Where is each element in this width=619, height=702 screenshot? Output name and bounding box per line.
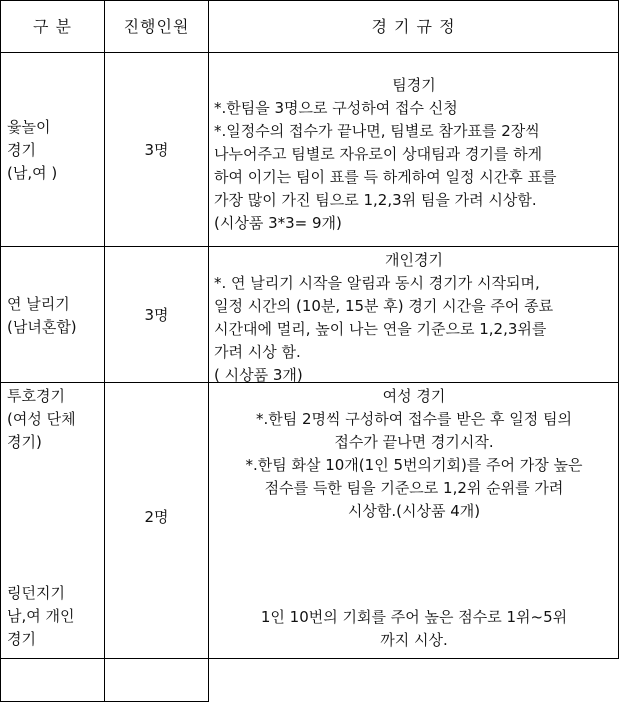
rule-line: 가장 많이 가진 팀으로 1,2,3위 팀을 가려 시상함. (214, 191, 537, 209)
category-line: 연 날리기 (7, 295, 70, 313)
category-line: 투호경기 (7, 387, 65, 405)
category-line: (남녀혼합) (7, 318, 77, 336)
rule-line: (시상품 3*3= 9개) (214, 214, 342, 232)
header-rules (209, 1, 618, 52)
row-2-participants (105, 304, 208, 327)
header-participants-text: 진행인원 (123, 17, 190, 36)
rule-title: 팀경기 (392, 76, 436, 94)
rule-line: *.일정수의 접수가 끝나면, 팀별로 참가표를 2장씩 (214, 122, 540, 140)
header-category-text: 구 분 (33, 17, 72, 36)
participants-count: 3명 (144, 306, 169, 324)
rule-line: *. 연 날리기 시작을 알림과 동시 경기가 시작되며, (214, 274, 540, 292)
rule-line: *.한팀 화살 10개(1인 5번의기회)를 주어 가장 높은 (245, 456, 583, 474)
rule-line: 점수를 득한 팀을 기준으로 1,2위 순위를 가려 (264, 479, 564, 497)
category-line: 경기 (7, 630, 36, 648)
participants-count: 3명 (144, 141, 169, 159)
column-divider (208, 0, 209, 702)
rule-line: 시간대에 멀리, 높이 나는 연을 기준으로 1,2,3위를 (214, 320, 547, 338)
rule-title: 개인경기 (385, 251, 443, 269)
row-2-category (7, 293, 103, 339)
participants-count: 2명 (144, 508, 169, 526)
rule-line: ( 시상품 3개) (214, 366, 303, 384)
table-border-left (0, 0, 1, 702)
row-divider (0, 658, 619, 659)
row-3-rules-2 (214, 606, 614, 652)
category-line: 경기) (7, 433, 42, 451)
row-3-participants (105, 506, 208, 529)
header-divider (0, 52, 619, 53)
rule-line: 까지 시상. (380, 631, 448, 649)
row-1-participants (105, 139, 208, 162)
header-category (1, 1, 104, 52)
row-divider (0, 246, 619, 247)
header-participants (105, 1, 208, 52)
category-line: 경기 (7, 141, 36, 159)
category-line: 남,여 개인 (7, 607, 75, 625)
rule-line: 나누어주고 팀별로 자유로이 상대팀과 경기를 하게 (214, 145, 543, 163)
rule-line: 일정 시간의 (10분, 15분 후) 경기 시간을 주어 종료 (214, 297, 554, 315)
row-3-category-2 (7, 582, 103, 651)
row-3-category (7, 385, 103, 454)
category-line: 윷놀이 (7, 118, 51, 136)
category-line: (여성 단체 (7, 410, 76, 428)
rule-line: 1인 10번의 기회를 주어 높은 점수로 1위~5위 (260, 608, 568, 626)
header-rules-text: 경 기 규 정 (371, 17, 456, 36)
row-1-rules (214, 74, 614, 235)
rule-line: 접수가 끝나면 경기시작. (334, 433, 494, 451)
category-line: 링던지기 (7, 584, 65, 602)
category-line: (남,여 ) (7, 164, 58, 182)
rule-line: 가려 시상 함. (214, 343, 301, 361)
row-3-rules (214, 385, 614, 523)
rule-line: *.한팀 2명씩 구성하여 접수를 받은 후 일정 팀의 (255, 410, 572, 428)
rule-line: 하여 이기는 팀이 표를 득 하게하여 일정 시간후 표를 (214, 168, 557, 186)
rule-title: 여성 경기 (382, 387, 446, 405)
row-1-category (7, 116, 103, 185)
row-2-rules (214, 249, 614, 387)
rule-line: *.한팀을 3명으로 구성하여 접수 신청 (214, 99, 458, 117)
column-divider (104, 0, 105, 702)
rule-line: 시상함.(시상품 4개) (347, 502, 481, 520)
